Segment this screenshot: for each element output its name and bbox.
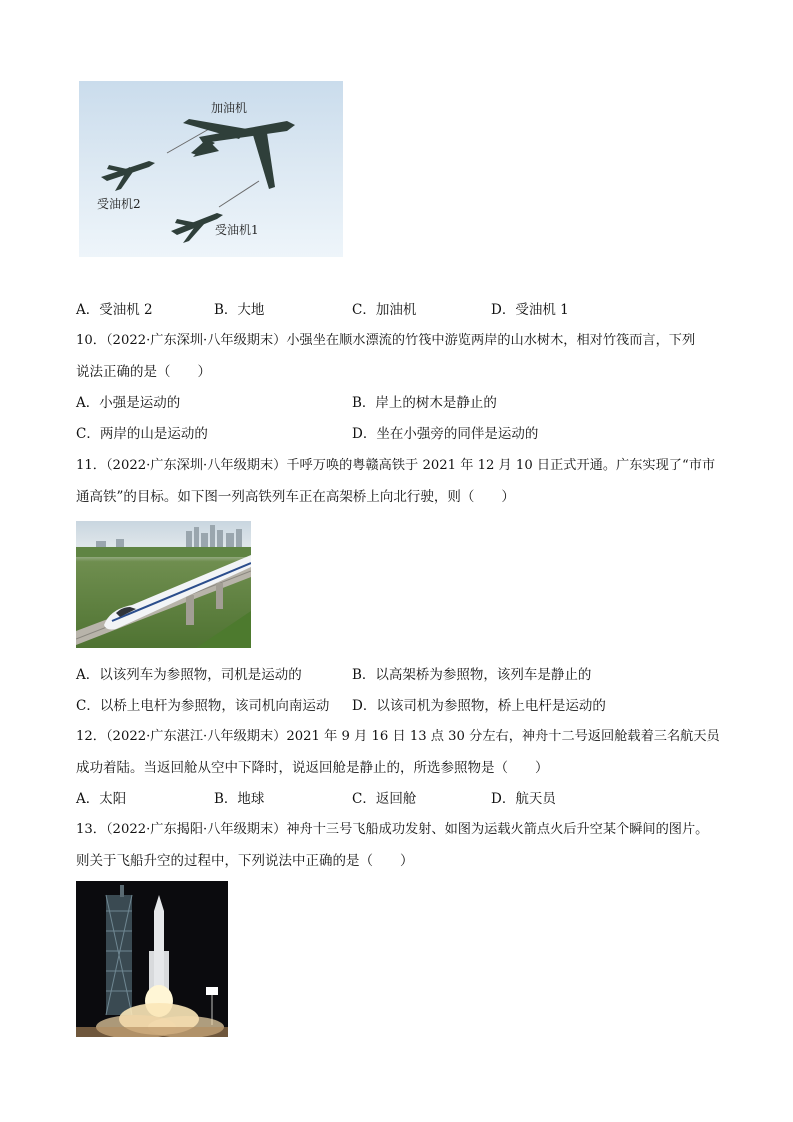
label-receiver-1: 受油机1	[215, 223, 259, 237]
q10-option-c: C．两岸的山是运动的	[76, 426, 208, 442]
label-tanker: 加油机	[211, 101, 248, 115]
high-speed-train-graphic	[76, 521, 251, 648]
q9-option-c: C．加油机	[352, 302, 417, 318]
q10-option-b: B．岸上的树木是静止的	[352, 395, 497, 411]
q12-option-a: A．太阳	[76, 791, 127, 807]
q11-option-c: C．以桥上电杆为参照物，该司机向南运动	[76, 698, 330, 714]
rocket-launch-figure	[76, 881, 228, 1037]
q11-stem-line1: 11．（2022·广东深圳·八年级期末）千呼万唤的粤赣高铁于 2021 年 12 月 10 日正式开通。广东实现了“市市	[76, 458, 716, 473]
q11-stem-line2: 通高铁”的目标。如下图一列高铁列车正在高架桥上向北行驶，则（ ）	[76, 489, 515, 505]
q9-option-a: A．受油机 2	[76, 302, 153, 318]
q12-option-c: C．返回舱	[352, 791, 417, 807]
q9-option-d: D．受油机 1	[491, 302, 569, 318]
q10-option-a: A．小强是运动的	[76, 395, 181, 411]
q12-stem-line1: 12．（2022·广东湛江·八年级期末）2021 年 9 月 16 日 13 点 30 分左右，神舟十二号返回舱载着三名航天员	[76, 729, 720, 744]
train-figure	[76, 521, 251, 648]
q11-option-a: A．以该列车为参照物，司机是运动的	[76, 667, 302, 683]
q10-option-d: D．坐在小强旁的同伴是运动的	[352, 426, 539, 442]
q12-stem-line2: 成功着陆。当返回舱从空中下降时，说返回舱是静止的，所选参照物是（ ）	[76, 760, 549, 776]
refueling-figure	[79, 81, 343, 257]
rocket-launch-graphic	[76, 881, 228, 1037]
q11-option-d: D．以该司机为参照物，桥上电杆是运动的	[352, 698, 606, 714]
q13-stem-line2: 则关于飞船升空的过程中，下列说法中正确的是（ ）	[76, 853, 414, 869]
q10-stem-line2: 说法正确的是（ ）	[76, 364, 211, 380]
q11-option-b: B．以高架桥为参照物，该列车是静止的	[352, 667, 592, 683]
label-receiver-2: 受油机2	[97, 197, 141, 211]
q12-option-d: D．航天员	[491, 791, 556, 807]
q9-option-b: B．大地	[214, 302, 265, 318]
q12-option-b: B．地球	[214, 791, 265, 807]
q13-stem-line1: 13．（2022·广东揭阳·八年级期末）神舟十三号飞船成功发射、如图为运载火箭点火后升空某个瞬间的图片。	[76, 822, 709, 837]
q10-stem-line1: 10．（2022·广东深圳·八年级期末）小强坐在顺水漂流的竹筏中游览两岸的山水树木，相对竹筏而言，下列	[76, 333, 696, 348]
